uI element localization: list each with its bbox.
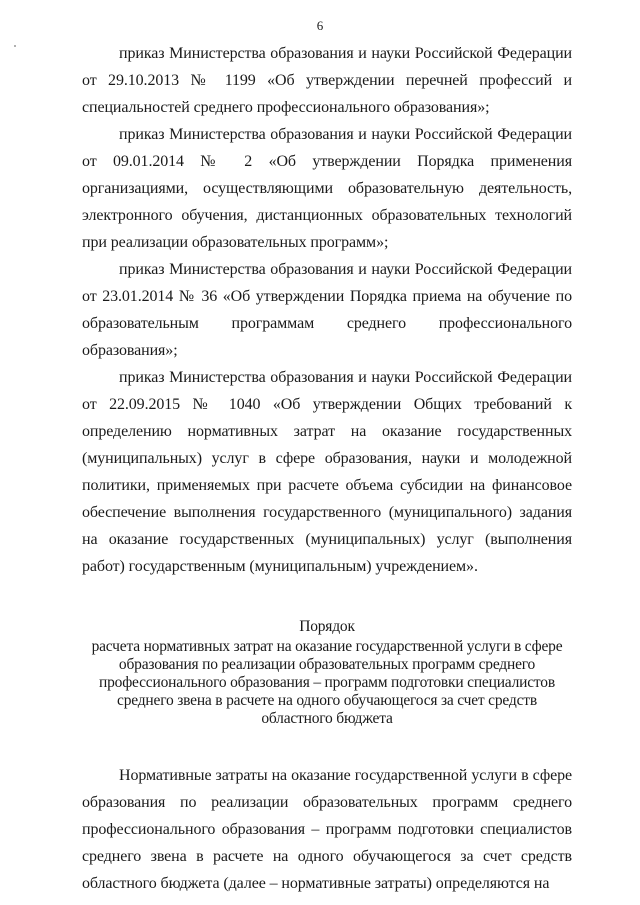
- paragraph-order-36: приказ Министерства образования и науки Российской Федерации от 23.01.2014 № 36 «Об утверждении Порядка приема на обучение по образовательным программам среднего профессионального образования»;: [82, 261, 572, 359]
- paragraph-order-2: приказ Министерства образования и науки Российской Федерации от 09.01.2014 № 2 «Об утверждении Порядка применения организациями, осуществляющими образовательную деятельность, электронного обучения, дистанционных образовательных технологий при реализации образовательных программ»;: [82, 126, 572, 251]
- section-heading: [82, 618, 572, 728]
- page-number: 6: [316, 18, 324, 33]
- section-body: Нормативные затраты на оказание государственной услуги в сфере образования по реализации образовательных программ среднего профессионального образования – программ подготовки специалистов среднего звена в расчете на одного обучающегося за счет средств областного бюджета (далее – нормативные затраты) определяются на: [82, 767, 572, 892]
- paragraph-order-1199: приказ Министерства образования и науки Российской Федерации от 29.10.2013 № 1199 «Об утверждении перечней профессий и специальностей среднего профессионального образования»;: [82, 45, 572, 116]
- left-margin-mark: [14, 45, 16, 47]
- section-body-wrapper: [82, 762, 572, 897]
- section-subtitle: расчета нормативных затрат на оказание государственной услуги в сфере образования по реализации образовательных программ среднего профессионального образования – программ подготовки специалистов среднего звена в расчете на одного обучающегося за счет средств областного бюджета: [91, 638, 563, 727]
- section-title: Порядок: [299, 618, 355, 635]
- paragraph-order-1040: приказ Министерства образования и науки Российской Федерации от 22.09.2015 № 1040 «Об утверждении Общих требований к определению нормативных затрат на оказание государственных (муниципальных) услуг в сфере образования, науки и молодежной политики, применяемых при расчете объема субсидии на финансовое обеспечение выполнения государственного (муниципального) задания на оказание государственных (муниципальных) услуг (выполнения работ) государственным (муниципальным) учреждением».: [82, 369, 572, 575]
- document-body: [82, 40, 572, 897]
